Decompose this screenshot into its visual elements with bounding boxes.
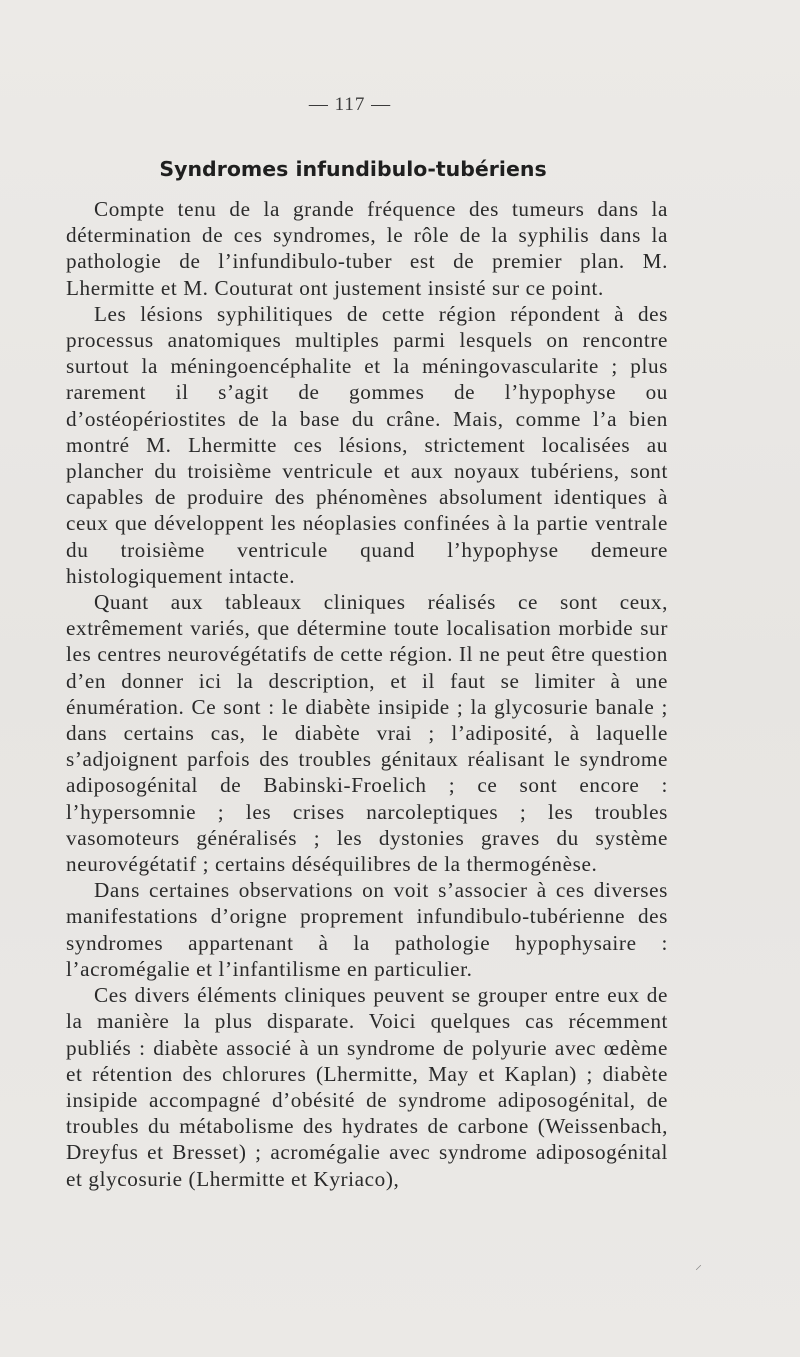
paragraph: Dans certaines observations on voit s’associer à ces diverses manifestations d’origne proprement infundibulo-tubérienne des syndromes appartenant à la pathologie hypophysaire : l’acromégalie et l’infantilisme en particulier.	[66, 878, 668, 981]
paragraph: Compte tenu de la grande fréquence des tumeurs dans la détermination de ces syndromes, le rôle de la syphilis dans la pathologie de l’infundibulo-tuber est de premier plan. M. Lhermitte et M. Couturat ont justement insisté sur ce point.	[66, 197, 668, 300]
paragraph: Les lésions syphilitiques de cette région répondent à des processus anatomiques multiples parmi lesquels on rencontre surtout la méningoencéphalite et la méningovascularite ; plus rarement il s’agit de gommes de l’hypophyse ou d’ostéopériostites de la base du crâne. Mais, comme l’a bien montré M. Lhermitte ces lésions, strictement localisées au plancher du troisième ventricule et aux noyaux tubériens, sont capables de produire des phénomènes absolument identiques à ceux que développent les néoplasies confinées à la partie ventrale du troisième ventricule quand l’hypophyse demeure histologiquement intacte.	[66, 301, 668, 588]
paragraph: Quant aux tableaux cliniques réalisés ce sont ceux, extrêmement variés, que détermine toute localisation morbide sur les centres neurovégétatifs de cette région. Il ne peut être question d’en donner ici la description, et il faut se limiter à une énumération. Ce sont : le diabète insipide ; la glycosurie banale ; dans certains cas, le diabète vrai ; l’adiposité, à laquelle s’adjoignent parfois des troubles génitaux réalisant le syndrome adiposogénital de Babinski-Froelich ; ce sont encore : l’hypersomnie ; les crises narcoleptiques ; les troubles vasomoteurs généralisés ; les dystonies graves du système neurovégétatif ; certains déséquilibres de la thermogénèse.	[66, 590, 668, 877]
body-text	[66, 196, 668, 1192]
ink-speck-mark: ⸝	[695, 1257, 702, 1273]
section-heading: Syndromes infundibulo-tubériens	[159, 157, 547, 181]
page-number: — 117 —	[308, 94, 392, 115]
paragraph: Ces divers éléments cliniques peuvent se grouper entre eux de la manière la plus disparate. Voici quelques cas récemment publiés : diabète associé à un syndrome de polyurie avec œdème et rétention des chlorures (Lhermitte, May et Kaplan) ; diabète insipide accompagné d’obésité de syndrome adiposogénital, de troubles du métabolisme des hydrates de carbone (Weissenbach, Dreyfus et Bresset) ; acromégalie avec syndrome adiposogénital et glycosurie (Lhermitte et Kyriaco),	[66, 983, 668, 1191]
